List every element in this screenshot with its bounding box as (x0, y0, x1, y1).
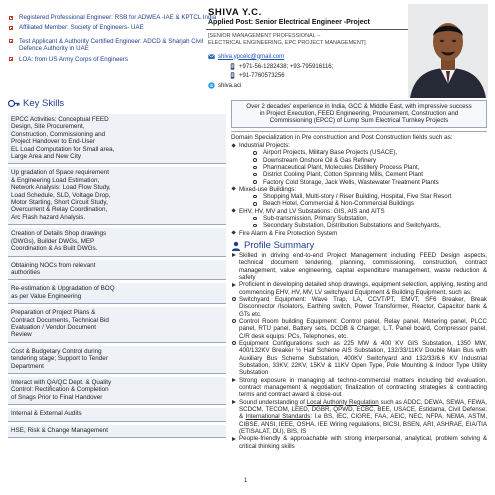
skill-box: HSE, Risk & Change Management (8, 425, 226, 438)
circle-bullet-icon (232, 341, 236, 345)
skill-box: EPCC Activities: Conceptual FEED Design, Site Procurement, Construction, Commissioning and Project Handover to End-User EL Load Computation for Small area, Large Area and New City (8, 114, 226, 164)
applied-post: Applied Post: Senior Electrical Engineer -Project (208, 19, 370, 26)
square-bullet-icon (9, 57, 13, 61)
svg-text:S: S (209, 83, 214, 89)
arrow-bullet-icon (232, 283, 236, 287)
main-content (231, 100, 487, 450)
list-item: Strong exposure in managing all techno-commercial matters including bid evaluation, contract management & negotiation; finalization of contracting strategies & contracting terms and contract award & close-out (231, 377, 487, 399)
key-skills-heading (8, 96, 226, 110)
phone-icon (229, 72, 236, 79)
profile-summary-list (231, 252, 487, 450)
candidate-name: SHIVA Y.C. (208, 7, 262, 18)
key-skills-title: Key Skills (23, 97, 65, 109)
phone-row-2 (229, 72, 285, 79)
arrow-bullet-icon (232, 437, 236, 441)
specialization-title: Domain Specialization in Pre construction and Post Construction fields such as: (231, 133, 453, 141)
profile-summary-title: Profile Summary (244, 240, 315, 252)
list-item: Secondary Substation, Distribution Substations and Switchyards, (239, 222, 487, 229)
list-item: Control Room building Equipment: Control panel, Relay panel, Metering panel, PLCC panel, RTU panel, Battery sets, DCDB & Charger, L.T. Panel board, Compressor panel, C/R desk equips: PCs, Telephones, etc. (231, 318, 487, 340)
phone-icon (229, 63, 236, 70)
skill-box: Internal & External Audits (8, 408, 226, 421)
list-item: District Cooling Plant, Cotton Spinning Mills, Cement Plant (239, 171, 487, 178)
key-skills-list (8, 114, 226, 441)
circle-bullet-icon (253, 217, 257, 221)
skill-box: Obtaining NOCs from relevant authorities (8, 260, 226, 281)
skype-row (208, 82, 241, 89)
circle-bullet-icon (253, 180, 257, 184)
skill-box: Preparation of Project Plans & Contract Documents, Technical Bid Evaluation / Vendor Document Review (8, 307, 226, 343)
arrow-bullet-icon (232, 378, 236, 382)
list-item: Sound understanding of Local Authority Regulation such as ADDC, DEWA, SEWA, FEWA, SCDCM, TECOM, LEED, DGBR, QPWD, ECBC, BEE, USACE, Estidama, Civil Defense; & International Standards: I.e BS, IEC, CIGRE, FAA, AEIC, NEC, NFPA, NEMA, ASTM, CIBSE, ANSI, IEEE, OSHA, IEE Wiring regulations, BICSI, BSEN, ARI, ASHRAE, EIA/TIA (ETISALAT, DU), BIS, IS (231, 399, 487, 436)
phone-numbers: +971-56-1282438; +93-795916116; (239, 63, 334, 70)
skill-box: Up gradation of Space requirement & Engineering Load Estimation, Network Analysis: Load Flow Study, Load Schedule, SLD, Voltage Drop, Motor Starting, Short Circuit Study, Overcurrent & Relay Coordination, Arc Flash hazard Analysis. (8, 167, 226, 225)
dept-line-2: ELECTRICAL ENGINEERING, EPC PROJECT MANAGEMENT] (208, 39, 366, 46)
key-icon (8, 98, 20, 109)
specialization-list (231, 142, 487, 237)
list-item: Sub-transmission, Primary Substation, (239, 215, 487, 222)
diamond-bullet-icon (231, 209, 236, 214)
circle-bullet-icon (253, 151, 257, 155)
skill-box: Re-estimation & Upgradation of BOQ as per Value Engineering (8, 283, 226, 304)
list-item: Industrial Projects: Airport Projects, Military Base Projects (USACE), Downstream Onshore Oil & Gas Refinery Pharmaceutical Plant, Molecules Distillery Process Plant, District Cooling Plant, Cotton Spinning Mills, Cement Plant Factory Cold Storage, Jack Wells, Wastewater Treatment Plants (231, 142, 487, 186)
profile-photo (408, 4, 488, 98)
qualifications-panel (8, 14, 226, 66)
department-summary (208, 33, 408, 46)
skype-icon (208, 82, 215, 89)
list-item: Downstream Onshore Oil & Gas Refinery (239, 157, 487, 164)
profile-summary-heading (231, 240, 487, 252)
list-item: Affiliated Member: Society of Engineers- UAE (8, 24, 226, 31)
diamond-bullet-icon (231, 143, 236, 148)
person-icon (231, 241, 241, 251)
email-link[interactable]: shiva.ypcelc@gmail.com (218, 53, 285, 60)
list-item: EHV, HV, MV and LV Substations: GIS, AIS and AITS Sub-transmission, Primary Substation, Secondary Substation, Distribution Substations and Switchyards, (231, 208, 487, 230)
list-item: Skilled in driving end-to-end Project Management including FEED Design aspects, technical document tendering, planning, commissioning, construction, contract management, value engineering, capital expenditure management, waste reduction & safety (231, 252, 487, 281)
circle-bullet-icon (253, 166, 257, 170)
skill-box: Interact with QA/QC Dept. & Quality Control: Rectification & Completion of Snags Prior to Final Handover (8, 377, 226, 405)
list-item: Airport Projects, Military Base Projects (USACE), (239, 149, 487, 156)
list-item: Factory Cold Storage, Jack Wells, Wastewater Treatment Plants (239, 179, 487, 186)
square-bullet-icon (9, 16, 13, 20)
arrow-bullet-icon (232, 400, 236, 404)
portrait-image (408, 4, 488, 98)
circle-bullet-icon (232, 319, 236, 323)
header-divider (206, 29, 416, 30)
domain-specialization (231, 131, 487, 237)
list-item: Proficient in developing detailed shop drawings, equipment selection, applying, testing and commencing EHV, HV, MV, LV switchyard Equipment & Building Equipment, such as: (231, 281, 487, 296)
list-item: People-friendly & approachable with strong interpersonal, analytical, problem solving & critical thinking skills (231, 435, 487, 450)
circle-bullet-icon (232, 297, 236, 301)
skype-id: shiva.aci (218, 82, 242, 89)
phone-row (229, 63, 333, 70)
arrow-bullet-icon (232, 253, 236, 257)
square-bullet-icon (9, 26, 13, 30)
skill-box: Cost & Budgetary Control during tendering stage; Support to Tender Department (8, 346, 226, 374)
list-item: Test Applicant & Authority Certified Engineer: ADCD & Sharjah Civil Defence Authority in UAE (8, 38, 226, 53)
phone-number-india: +91-7760573256 (239, 72, 285, 79)
square-bullet-icon (9, 39, 13, 43)
list-item: Shopping Mall, Multi-story / Riser Building, Hospital, Five Star Resort (239, 193, 487, 200)
skill-box: Creation of Details Shop drawings (DWGs), Builder DWGs, MEP Coordination & As Built DWGs. (8, 228, 226, 256)
circle-bullet-icon (253, 195, 257, 199)
circle-bullet-icon (253, 158, 257, 162)
circle-bullet-icon (253, 173, 257, 177)
diamond-bullet-icon (231, 231, 236, 236)
list-item: Pharmaceutical Plant, Molecules Distillery Process Plant, (239, 164, 487, 171)
page-number: 1 (244, 478, 248, 484)
dept-line-1: [SENIOR MANAGEMENT PROFESSIONAL – (208, 33, 321, 39)
list-item: Beach Hotel, Commercial & Non-Commercial Buildings (239, 200, 487, 207)
list-item: LOA: from US Army Corps of Engineers (8, 56, 226, 63)
list-item: Mixed-use Buildings: Shopping Mall, Multi-story / Riser Building, Hospital, Five Star Resort Beach Hotel, Commercial & Non-Commercial Buildings (231, 186, 487, 208)
qualifications-list (8, 14, 226, 63)
diamond-bullet-icon (231, 187, 236, 192)
list-item: Registered Professional Engineer: RSB for ADWEA -IAE & KPTCL India (8, 14, 226, 21)
circle-bullet-icon (253, 224, 257, 228)
list-item: Equipment Configurations such as 225 MW & 400 KV GIS Substation, 1350 MW, 400/132KV Breaker ½ Half Scheme AIS Substation, 132/33/11KV Double Main Bus with Auxiliary Bus Scheme Substation, 400KV Switchyard and 132/33/6.6 KV Industrial Substation, 33KV, 22KV, 15KV & 11KV Open Type, Pole Mounting & Indoor Type Utility Substation (231, 340, 487, 377)
list-item: Fire Alarm & Fire Protection System (231, 230, 487, 237)
experience-summary: Over 2 decades' experience in India, GCC & Middle East, with impressive success in Project Execution, FEED Engineering, Procurement, Construction and Commissioning (EPCC) of Lump Sum Electrical Turnkey Projects (231, 100, 487, 128)
list-item: Switchyard Equipment: Wave Trap, LA, CCVT/PT, EMVT, SF6 Breaker, Break Disconnector /Isolators, Earthing switch, Power Transformer, Reactor, Capacitor bank & GTs etc. (231, 296, 487, 318)
circle-bullet-icon (253, 202, 257, 206)
